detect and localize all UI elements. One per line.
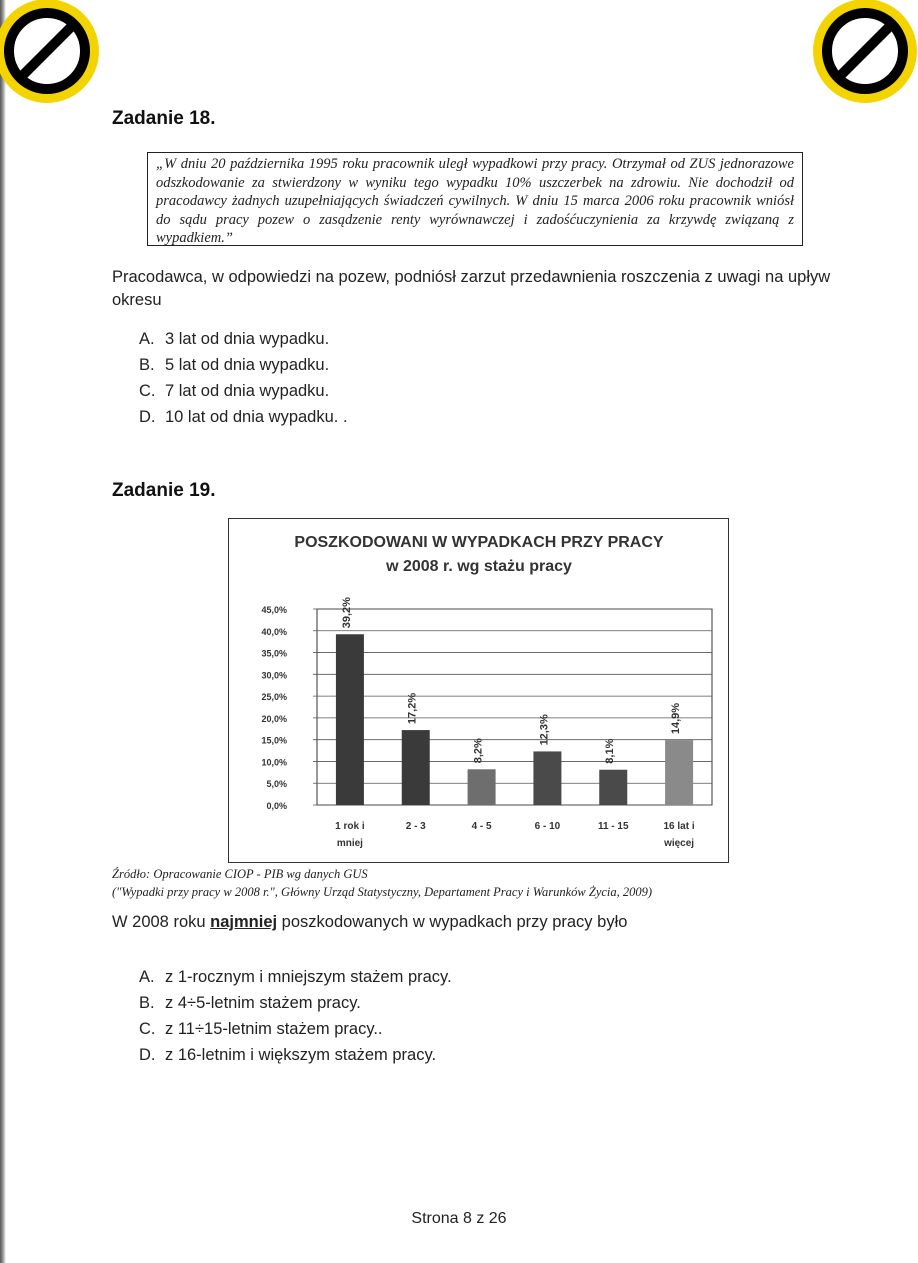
x-tick-label: mniej xyxy=(336,838,363,849)
task19-question xyxy=(112,913,627,932)
bar xyxy=(665,740,693,805)
data-label: 12,3% xyxy=(538,714,551,746)
option-letter: A. xyxy=(139,968,155,986)
bar xyxy=(468,769,496,805)
option-text: z 4÷5-letnim stażem pracy. xyxy=(165,994,361,1012)
x-tick-label: 16 lat i xyxy=(663,821,695,832)
bar xyxy=(533,751,561,805)
y-tick-label: 45,0% xyxy=(261,605,287,615)
option-text: 5 lat od dnia wypadku. xyxy=(165,356,330,374)
y-tick-label: 35,0% xyxy=(261,648,287,659)
chart-title-line2: w 2008 r. wg stażu pracy xyxy=(386,558,572,575)
task19-option-b[interactable] xyxy=(139,994,361,1013)
task18-option-c[interactable] xyxy=(139,382,329,401)
y-tick-label: 25,0% xyxy=(261,692,287,703)
task18-option-b[interactable] xyxy=(139,356,329,375)
data-label: 17,2% xyxy=(406,692,419,725)
question-part: W 2008 roku xyxy=(112,913,211,931)
option-text: z 1-rocznym i mniejszym stażem pracy. xyxy=(165,968,452,986)
y-tick-label: 0,0% xyxy=(266,801,287,811)
data-label: 14,9% xyxy=(670,702,683,735)
option-letter: B. xyxy=(139,356,155,374)
source-line-1: Źródło: Opracowanie CIOP - PIB wg danych GUS xyxy=(112,867,368,881)
task18-option-d[interactable] xyxy=(139,408,348,427)
chart-frame xyxy=(228,518,729,863)
y-tick-label: 40,0% xyxy=(261,626,287,637)
option-text: z 16-letnim i większym stażem pracy. xyxy=(165,1046,437,1064)
option-letter: B. xyxy=(139,994,155,1012)
task18-question: Pracodawca, w odpowiedzi na pozew, podniósł zarzut przedawnienia roszczenia z uwagi na upływ okresu xyxy=(112,268,831,309)
task19-option-c[interactable] xyxy=(139,1020,383,1039)
option-text: 3 lat od dnia wypadku. xyxy=(165,330,330,348)
y-tick-label: 20,0% xyxy=(261,713,287,724)
page-number: Strona 8 z 26 xyxy=(411,1210,507,1227)
data-label: 39,2% xyxy=(340,597,353,629)
x-tick-label: 4 - 5 xyxy=(471,821,492,832)
bar xyxy=(599,770,627,805)
y-tick-label: 15,0% xyxy=(261,735,287,746)
x-tick-label: więcej xyxy=(664,838,695,849)
option-letter: C. xyxy=(139,1020,156,1038)
option-text: z 11÷15-letnim stażem pracy.. xyxy=(165,1020,383,1038)
data-label: 8,2% xyxy=(472,738,485,764)
question-emphasis: najmniej xyxy=(210,913,278,931)
chart-title-line1: POSZKODOWANI W WYPADKACH PRZY PRACY xyxy=(294,534,664,551)
task19-option-a[interactable] xyxy=(139,968,452,987)
option-text: 7 lat od dnia wypadku. xyxy=(165,382,330,400)
task18-title: Zadanie 18. xyxy=(112,108,216,129)
y-tick-label: 30,0% xyxy=(261,670,287,681)
plot-area xyxy=(317,609,712,805)
source-line-2: ("Wypadki przy pracy w 2008 r.", Główny Urząd Statystyczny, Departament Pracy i Warunków Życia, 2009) xyxy=(112,885,653,899)
bar xyxy=(402,730,430,805)
no-entry-icon xyxy=(810,0,918,106)
data-label: 8,1% xyxy=(604,738,617,764)
y-tick-label: 10,0% xyxy=(261,757,287,768)
question-part: poszkodowanych w wypadkach przy pracy było xyxy=(277,913,628,931)
no-entry-icon xyxy=(0,0,102,106)
x-tick-label: 1 rok i xyxy=(335,821,365,832)
task19-option-d[interactable] xyxy=(139,1046,436,1065)
option-text: 10 lat od dnia wypadku. . xyxy=(165,408,348,426)
task19-title: Zadanie 19. xyxy=(112,480,216,501)
option-letter: D. xyxy=(139,408,156,426)
option-letter: C. xyxy=(139,382,156,400)
y-tick-label: 5,0% xyxy=(266,779,287,790)
task18-quote: „W dniu 20 października 1995 roku pracownik uległ wypadkowi przy pracy. Otrzymał od ZUS jednorazowe odszkodowanie za stwierdzony w wyniku tego wypadku 10% uszczerbek na zdrowiu. Nie dochodził od pracodawcy żadnych uzupełniających świadczeń cywilnych. W dniu 15 marca 2006 roku pracownik wniósł do sądu pracy pozew o zasądzenie renty wyrównawczej i zadośćuczynienia za krzywdę związaną z wypadkiem.” xyxy=(147,152,803,246)
task18-option-a[interactable] xyxy=(139,330,329,349)
bar-chart xyxy=(229,519,728,862)
x-tick-label: 6 - 10 xyxy=(534,821,561,832)
scan-edge xyxy=(0,0,6,1263)
x-tick-label: 11 - 15 xyxy=(597,821,629,832)
option-letter: A. xyxy=(139,330,155,348)
bar xyxy=(336,634,364,805)
x-tick-label: 2 - 3 xyxy=(405,821,426,832)
option-letter: D. xyxy=(139,1046,156,1064)
